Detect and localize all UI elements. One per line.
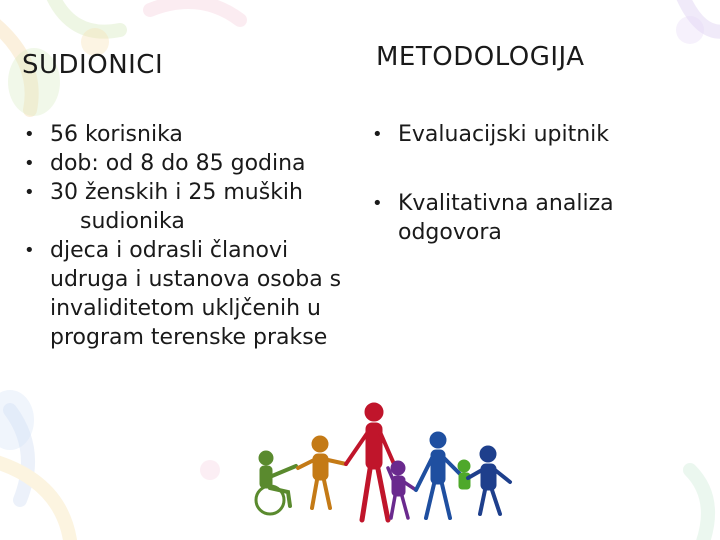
list-item xyxy=(372,120,672,149)
participants-list xyxy=(24,120,354,352)
people-holding-hands-illustration xyxy=(248,396,520,532)
person-figure-icon xyxy=(346,403,394,520)
person-figure-icon xyxy=(458,460,470,489)
list-item xyxy=(372,189,672,247)
list-item xyxy=(24,178,354,236)
list-item xyxy=(24,236,354,352)
person-figure-icon xyxy=(468,446,510,514)
methodology-title: METODOLOGIJA xyxy=(376,42,585,72)
list-item-continuation: sudionika xyxy=(80,209,185,234)
list-item xyxy=(24,149,354,178)
person-figure-icon xyxy=(298,436,346,508)
list-item-text: dob: od 8 do 85 godina xyxy=(50,151,306,176)
list-item-text: djeca i odrasli članovi udruga i ustanova osoba s invaliditetom ukljčenih u program terenske prakse xyxy=(50,238,342,350)
wheelchair-person-icon xyxy=(256,451,296,514)
participants-title: SUDIONICI xyxy=(22,50,164,80)
list-item xyxy=(24,120,354,149)
list-item-text: Evaluacijski upitnik xyxy=(398,122,610,147)
list-item-text: 56 korisnika xyxy=(50,122,183,147)
person-figure-icon xyxy=(388,461,416,518)
list-item-text: Kvalitativna analiza odgovora xyxy=(398,191,614,245)
person-figure-icon xyxy=(416,432,462,518)
list-item-text: 30 ženskih i 25 muških xyxy=(50,180,303,205)
methodology-list xyxy=(372,120,672,247)
